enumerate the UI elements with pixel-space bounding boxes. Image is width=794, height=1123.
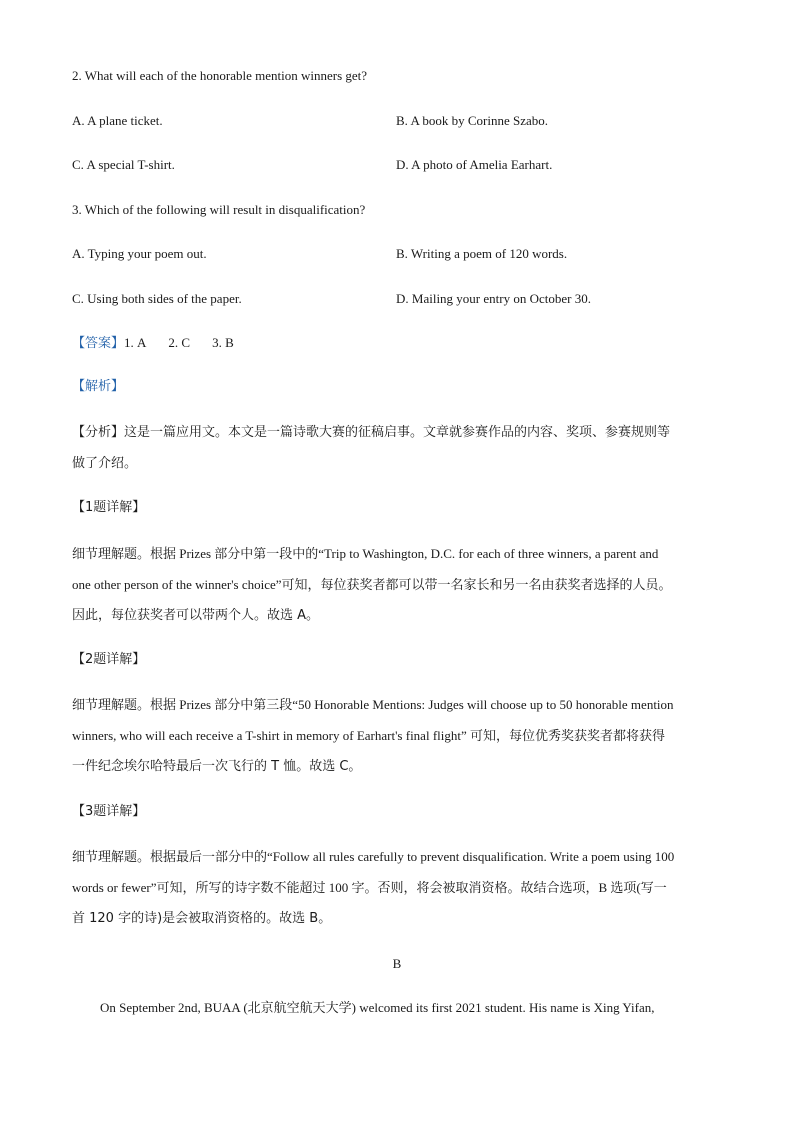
answer-2: 2. C [168,335,191,350]
detail-1-line-2: one other person of the winner's choice”可知，每位获奖者都可以带一名家长和另一名由获奖者选择的人员。 [72,577,672,592]
detail-1-heading: 【1题详解】 [72,500,146,515]
detail-1-line-3: 因此，每位获奖者可以带两个人。故选 A。 [72,608,320,623]
passage-line-1: On September 2nd, BUAA (北京航空航天大学) welcomed its first 2021 student. His name is Xing Yifan, [100,1000,655,1015]
detail-2-line-1: 细节理解题。根据 Prizes 部分中第三段“50 Honorable Mentions: Judges will choose up to 50 honorable mention [72,697,674,712]
detail-3-heading: 【3题详解】 [72,804,146,819]
q2-option-b: B. A book by Corinne Szabo. [396,113,549,128]
section-b-heading: B [392,956,402,971]
q2-option-c: C. A special T-shirt. [72,157,175,172]
q3-option-d: D. Mailing your entry on October 30. [396,291,591,306]
detail-3-line-2: words or fewer”可知，所写的诗字数不能超过 100 字。否则，将会被取消资格。故结合选项，B 选项(写一 [72,880,667,895]
q2-stem: 2. What will each of the honorable mention winners get? [72,68,368,83]
q2-option-a: A. A plane ticket. [72,113,163,128]
answer-1: 1. A [124,335,147,350]
q2-option-d: D. A photo of Amelia Earhart. [396,157,553,172]
answer-3: 3. B [212,335,234,350]
detail-1-line-1: 细节理解题。根据 Prizes 部分中第一段中的“Trip to Washington, D.C. for each of three winners, a parent and [72,546,659,561]
q3-option-c: C. Using both sides of the paper. [72,291,242,306]
detail-2-heading: 【2题详解】 [72,652,146,667]
detail-3-line-1: 细节理解题。根据最后一部分中的“Follow all rules carefully to prevent disqualification. Write a poem using 100 [72,849,675,864]
q3-stem: 3. Which of the following will result in disqualification? [72,202,366,217]
summary-line-2: 做了介绍。 [72,456,138,471]
q3-option-a: A. Typing your poem out. [72,246,207,261]
detail-2-line-3: 一件纪念埃尔哈特最后一次飞行的 T 恤。故选 C。 [72,759,362,774]
q3-option-b: B. Writing a poem of 120 words. [396,246,568,261]
detail-3-line-3: 首 120 字的诗)是会被取消资格的。故选 B。 [72,911,332,926]
answer-label: 【答案】 [72,336,125,351]
detail-2-line-2: winners, who will each receive a T-shirt in memory of Earhart's final flight” 可知，每位优秀奖获奖者都将获得 [72,728,665,743]
answer-line [72,334,234,353]
analysis-heading: 【解析】 [72,379,125,394]
summary-line-1: 【分析】这是一篇应用文。本文是一篇诗歌大赛的征稿启事。文章就参赛作品的内容、奖项、参赛规则等 [72,425,671,440]
